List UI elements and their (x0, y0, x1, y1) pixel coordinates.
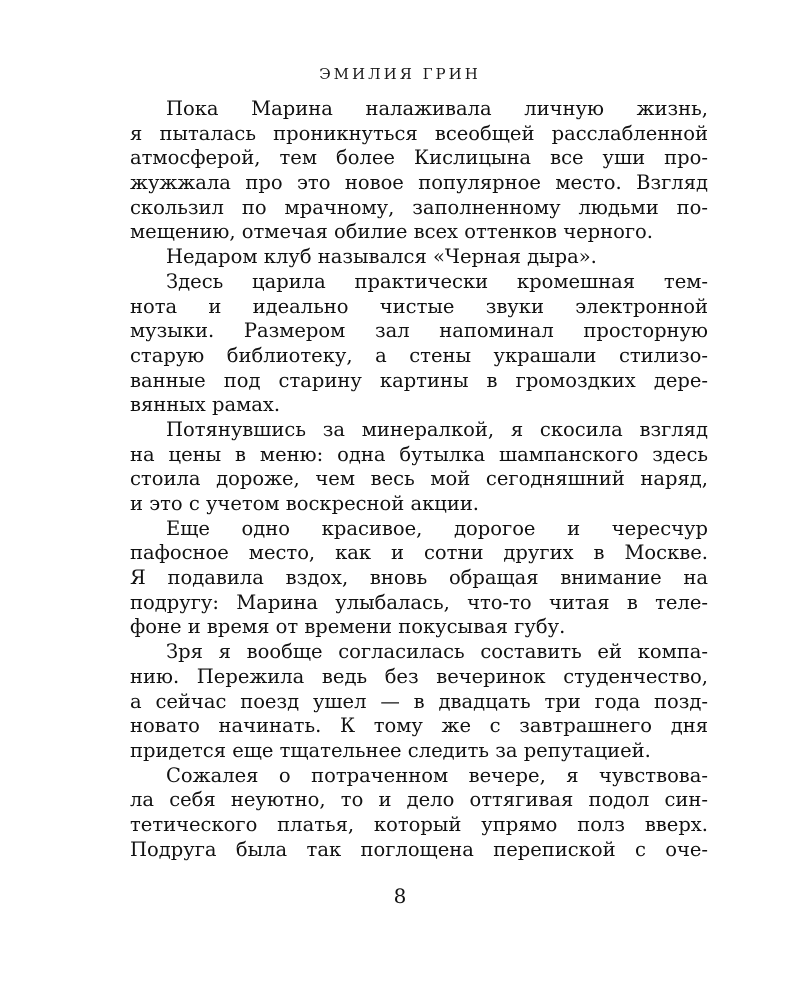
text-line: старую библиотеку, а стены украшали стилизо- (130, 343, 708, 367)
text-line: атмосферой, тем более Кислицына все уши про- (130, 146, 708, 170)
text-line: ла себя неуютно, то и дело оттягивая подол син- (130, 788, 708, 812)
text-line: жужжала про это новое популярное место. Взгляд (130, 171, 708, 195)
text-line: Потянувшись за минералкой, я скосила взгляд (166, 417, 708, 441)
text-line: я пыталась проникнуться всеобщей расслабленной (130, 121, 708, 145)
text-line: Зря я вообще согласилась составить ей компа- (166, 640, 708, 664)
text-line: Недаром клуб назывался «Черная дыра». (166, 245, 597, 269)
text-line: фоне и время от времени покусывая губу. (130, 615, 566, 639)
text-line: Еще одно красивое, дорогое и чересчур (166, 516, 708, 540)
page-number: 8 (393, 884, 407, 908)
text-line: новато начинать. К тому же с завтрашнего дня (130, 714, 708, 738)
text-line: нию. Пережила ведь без вечеринок студенчество, (130, 664, 708, 688)
text-line: Пока Марина налаживала личную жизнь, (166, 97, 708, 120)
text-line: на цены в меню: одна бутылка шампанского здесь (130, 442, 708, 466)
text-line: Сожалея о потраченном вечере, я чувствова- (166, 763, 708, 787)
text-line: Здесь царила практически кромешная тем- (166, 269, 708, 293)
text-line: ванные под старину картины в громоздких дере- (130, 368, 708, 392)
running-header: ЭМИЛИЯ ГРИН (319, 65, 481, 83)
text-line: мещению, отмечая обилие всех оттенков черного. (130, 220, 653, 244)
text-line: стоила дороже, чем весь мой сегодняшний наряд, (130, 467, 708, 491)
text-line: нота и идеально чистые звуки электронной (130, 294, 708, 318)
text-line: музыки. Размером зал напоминал просторную (130, 319, 708, 343)
body-text (130, 97, 708, 862)
text-line: вянных рамах. (130, 393, 281, 417)
text-line: Подруга была так поглощена перепиской с оче- (130, 837, 708, 861)
text-line: пафосное место, как и сотни других в Москве. (130, 541, 708, 565)
text-line: тетического платья, который упрямо полз вверх. (130, 812, 708, 836)
text-line: подругу: Марина улыбалась, что-то читая в теле- (130, 590, 708, 614)
text-line: скользил по мрачному, заполненному людьми по- (130, 195, 708, 219)
text-line: придется еще тщательнее следить за репутацией. (130, 738, 651, 762)
text-line: и это с учетом воскресной акции. (130, 492, 480, 515)
text-line: Я подавила вздох, вновь обращая внимание на (130, 566, 708, 590)
text-line: а сейчас поезд ушел — в двадцать три года позд- (130, 689, 708, 713)
